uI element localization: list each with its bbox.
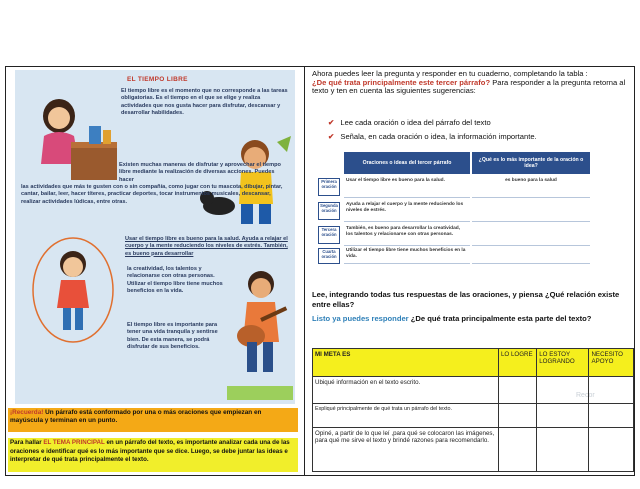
checkbox-cell[interactable] — [589, 427, 634, 471]
final-question — [312, 314, 630, 323]
checkbox-cell[interactable] — [498, 404, 536, 428]
check-icon: ✔ — [328, 132, 335, 141]
table-row-answer[interactable]: es bueno para la salud — [472, 176, 590, 198]
checkbox-cell[interactable] — [498, 427, 536, 471]
recuerda-text: Un párrafo está conformado por una o más oraciones que empiezan en mayúscula y terminan en un punto. — [10, 409, 262, 424]
checkbox-cell[interactable] — [537, 404, 589, 428]
row-label: Cuarta oración — [318, 248, 340, 264]
check-icon: ✔ — [328, 118, 335, 127]
intro-rest: Para responder a la pregunta retorna al texto y ten en cuenta las siguientes sugerencias: — [312, 77, 626, 96]
oraciones-header-col1: Oraciones o ideas del tercer párrafo — [344, 152, 470, 174]
goal-row: Expliqué principalmente de qué trata un párrafo del texto. — [313, 404, 499, 428]
story-paragraph-1: El tiempo libre es el momento que no corresponde a las tareas obligatorias. Es el tiempo en el que se elige y realiza actividades que nos gusta hacer para disfrutar, descansar y desarrollar habilidades. — [121, 88, 288, 116]
table-row-idea: Utilizar el tiempo libre tiene muchos beneficios en la vida. — [344, 246, 470, 264]
listo-question: ¿De qué trata principalmente esta parte del texto? — [410, 314, 592, 323]
boy-with-guitar-illustration — [227, 266, 293, 400]
hint-prefix: Para hallar — [10, 439, 42, 446]
left-panel — [8, 68, 302, 474]
recuerda-box — [8, 408, 298, 432]
suggestion-item: ✔ Lee cada oración o idea del párrafo del texto — [328, 118, 491, 127]
story-title: EL TIEMPO LIBRE — [127, 76, 188, 83]
story-illustration-panel — [15, 70, 295, 404]
girl-at-desk-illustration — [19, 86, 119, 182]
story-paragraph-3-continued: la creatividad, los talentos y relacionarse con otras personas. Utilizar el tiempo libre tiene muchos beneficios en la vida. — [127, 266, 223, 294]
story-paragraph-4: El tiempo libre es importante para tener una vida tranquila y sentirse bien. De esta manera, se podrá disfrutar de sus beneficios. — [127, 322, 218, 350]
suggestion-item: ✔ Señala, en cada oración o idea, la información importante. — [328, 132, 537, 141]
story-paragraph-2: Existen muchas maneras de disfrutar y aprovechar el tiempo libre mediante la realización de diversas acciones. Puedes hacer — [119, 162, 281, 183]
checkbox-cell[interactable] — [498, 376, 536, 404]
row-label: Primera oración — [318, 178, 340, 196]
checkbox-cell[interactable] — [537, 376, 589, 404]
goal-row: Opiné, a partir de lo que leí ,para qué se colocaron las imágenes, para qué me sirve el texto y brindé razones para recomendarlo. — [313, 427, 499, 471]
table-row-answer[interactable] — [472, 200, 590, 222]
recuerda-label: ¡Recuerda! — [10, 409, 44, 416]
instructions — [312, 70, 630, 96]
table-row-idea: Ayuda a relajar el cuerpo y la mente reduciendo los niveles de estrés. — [344, 200, 470, 222]
row-label: Segunda oración — [318, 202, 340, 220]
lee-instruction: Lee, integrando todas tus respuestas de las oraciones, y piensa ¿Qué relación existe entre ellas? — [312, 290, 620, 309]
listo-label: Listo ya puedes responder — [312, 314, 409, 323]
table-row-answer[interactable] — [472, 246, 590, 264]
hint-text: en un párrafo del texto, es importante analizar cada una de las oraciones e identificar qué es lo más importante que se dice. Luego, se debe juntar las ideas e interpretar de qué trata principalmente el texto. — [10, 439, 290, 464]
story-paragraph-2-continued: las actividades que más te gusten con o sin compañía, como jugar con tu mascota, dibujar, pintar, cantar, bailar, leer, hacer títeres, practicar deportes, tocar instrumentos musicales, descansar, realizar actividades lúdicas, entre otras. — [21, 184, 283, 205]
checkbox-cell[interactable] — [537, 427, 589, 471]
column-divider — [304, 66, 305, 476]
goal-row: Ubiqué información en el texto escrito. — [313, 376, 499, 404]
checkbox-cell[interactable] — [589, 376, 634, 404]
watermark-text: Recor — [576, 392, 595, 399]
main-idea-hint-box — [8, 438, 298, 472]
girl-jump-rope-illustration — [25, 234, 121, 346]
lo-logre-header: LO LOGRE — [498, 349, 536, 377]
self-assessment-table — [312, 348, 634, 472]
table-row-answer[interactable] — [472, 224, 590, 246]
story-paragraph-3: Usar el tiempo libre es bueno para la salud. Ayuda a relajar el cuerpo y la mente reduciendo los niveles de estrés. También, es bueno para desarrollar — [125, 236, 288, 257]
hint-highlight: EL TEMA PRINCIPAL — [43, 439, 105, 446]
right-panel — [306, 68, 634, 474]
intro-question: ¿De qué trata principalmente este tercer párrafo? — [312, 77, 491, 87]
intro-line-1: Ahora puedes leer la pregunta y responder en tu cuaderno, completando la tabla : — [312, 69, 588, 78]
row-label: Tercera oración — [318, 226, 340, 244]
meta-header: MI META ES — [313, 349, 499, 377]
necesito-apoyo-header: NECESITO APOYO — [589, 349, 634, 377]
table-row-idea: Usar el tiempo libre es bueno para la salud. — [344, 176, 470, 198]
oraciones-table — [320, 152, 590, 264]
oraciones-header-col2: ¿Qué es lo más importante de la oración o idea? — [472, 152, 590, 174]
lo-estoy-logrando-header: LO ESTOY LOGRANDO — [537, 349, 589, 377]
table-row-idea: También, es bueno para desarrollar la creatividad, los talentos y relacionarse con otras personas. — [344, 224, 470, 246]
suggestion-list — [328, 116, 537, 144]
checkbox-cell[interactable] — [589, 404, 634, 428]
